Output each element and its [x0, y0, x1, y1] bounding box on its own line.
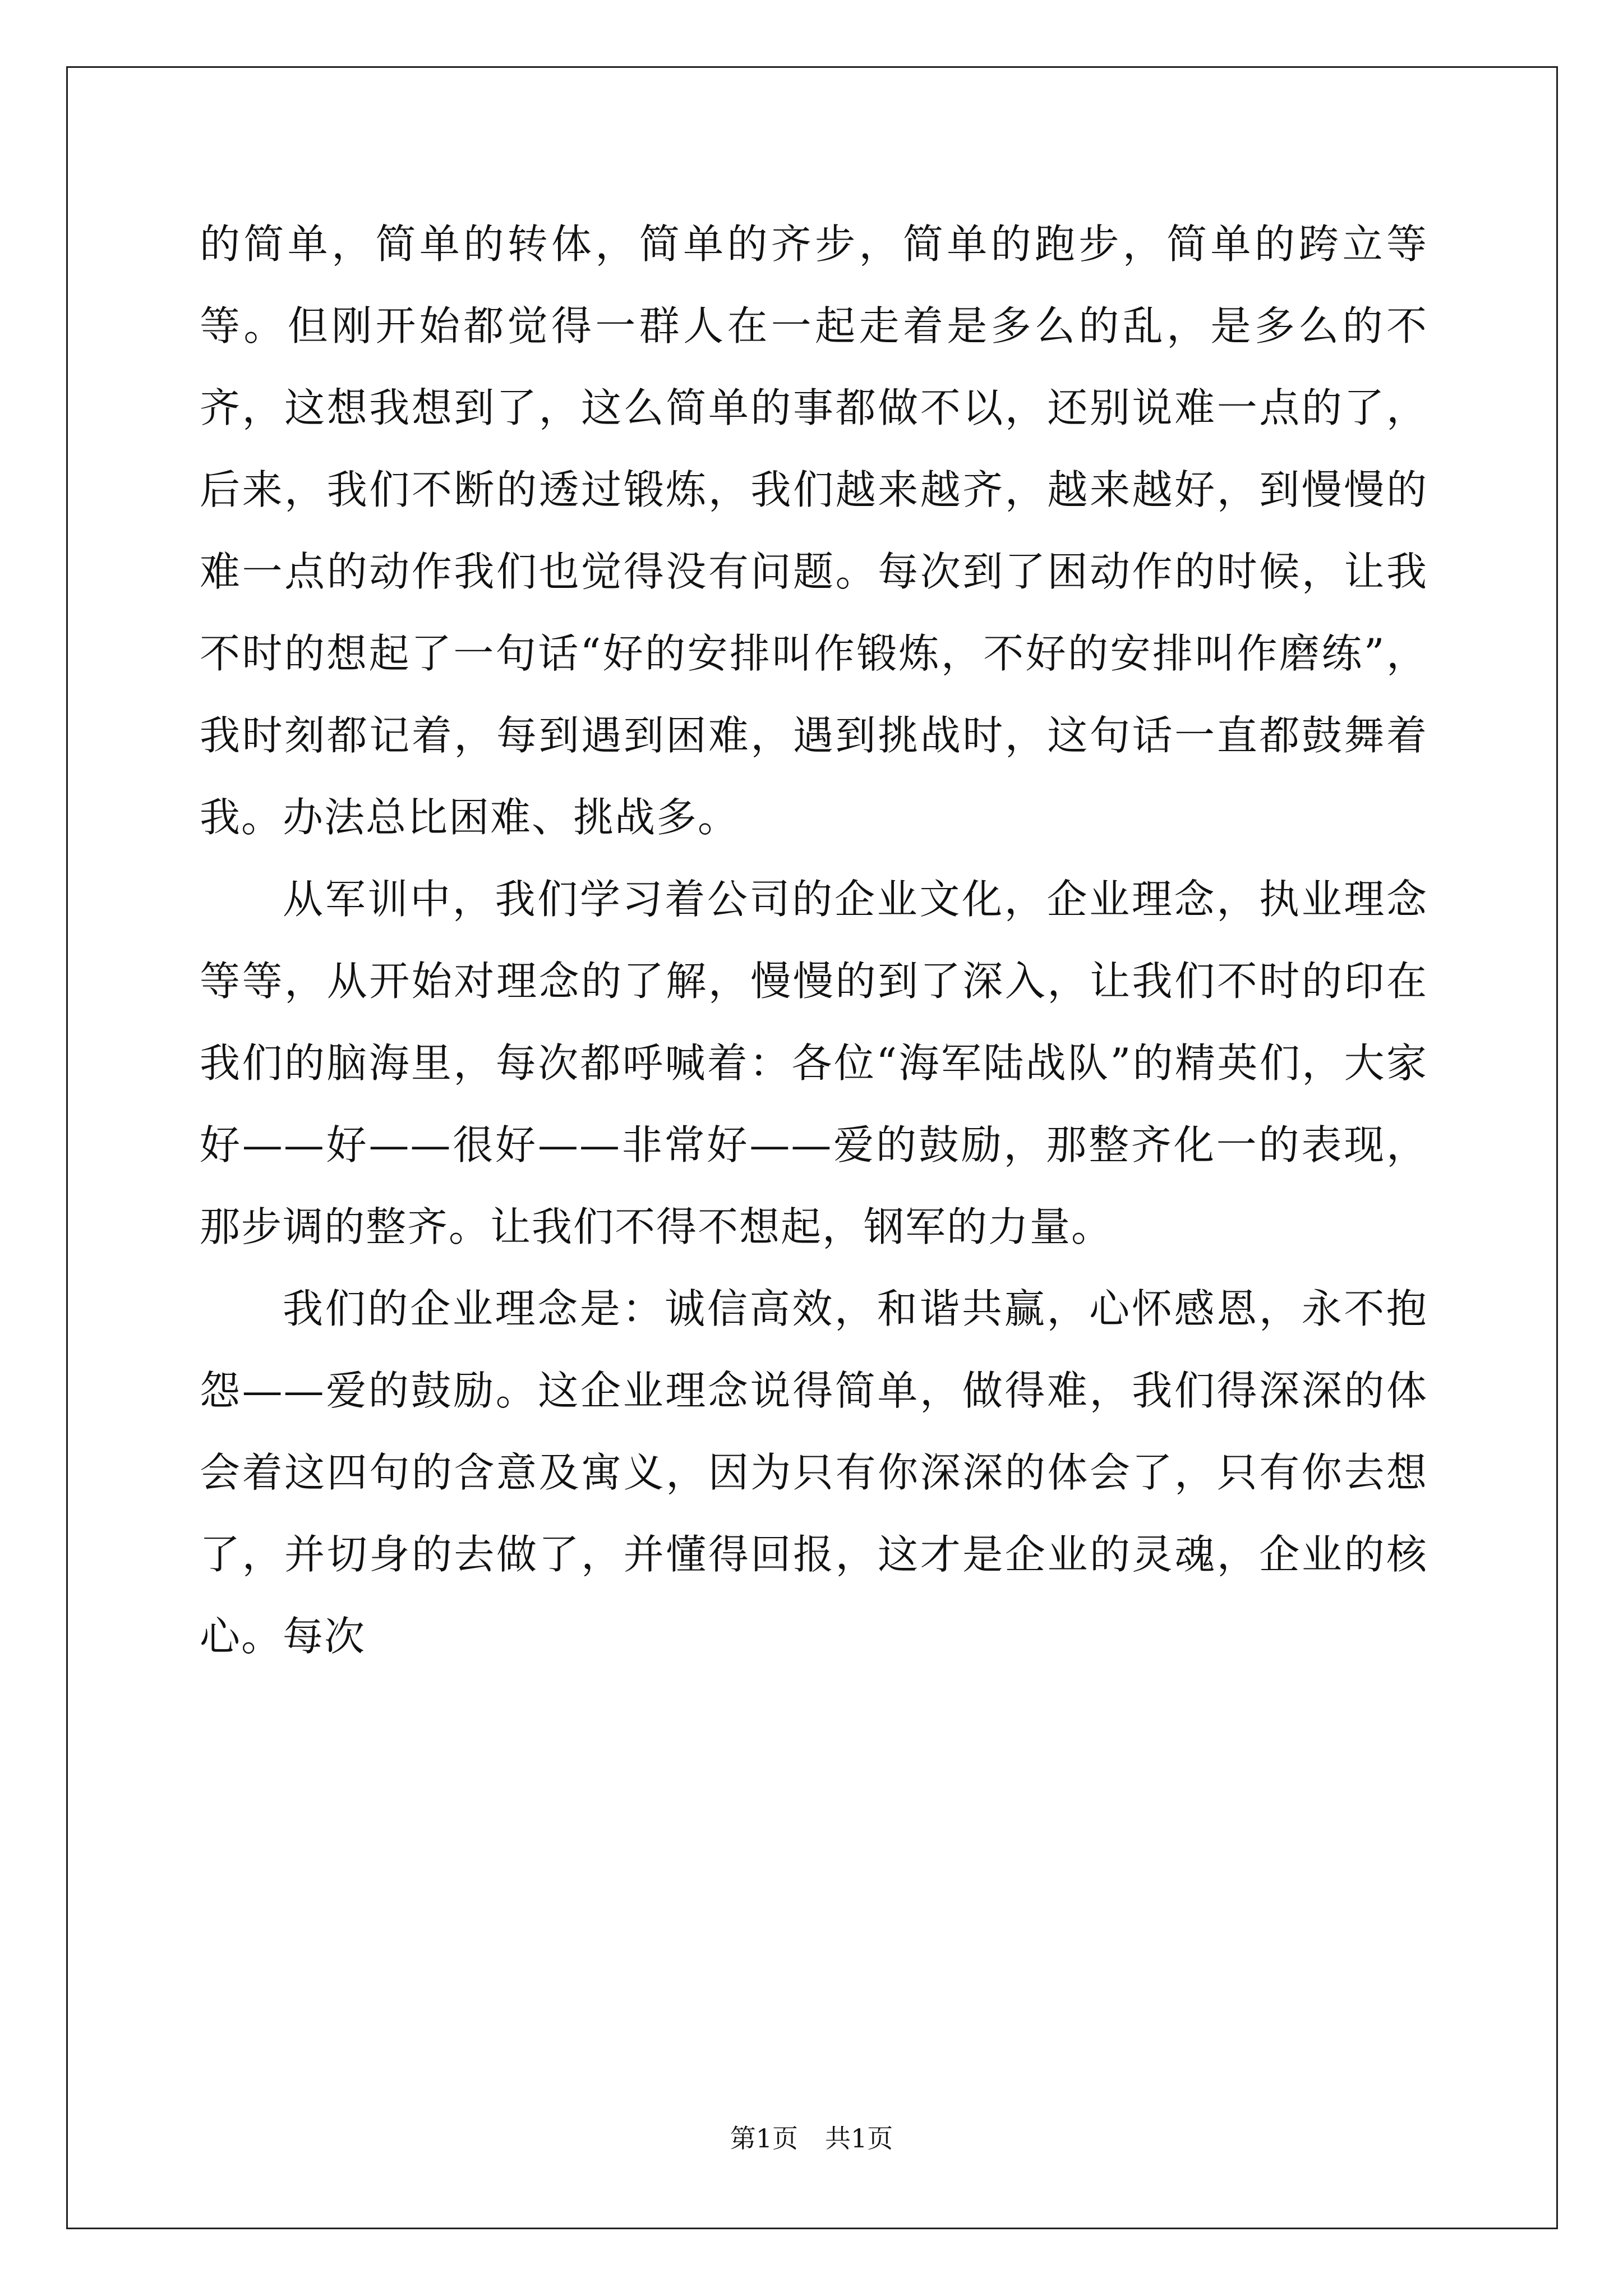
paragraph-2: 从军训中，我们学习着公司的企业文化，企业理念，执业理念等等，从开始对理念的了解，慢慢的到了深入，让我们不时的印在我们的脑海里，每次都呼喊着：各位“海军陆战队”的精英们，大家好——好——很好——非常好——爱的鼓励，那整齐化一的表现，那步调的整齐。让我们不得不想起，钢军的力量。 — [200, 876, 1428, 1250]
page-number-total: 共1页 — [825, 2123, 893, 2154]
document-body — [200, 203, 1428, 1677]
paragraph-1: 的简单，简单的转体，简单的齐步，简单的跑步，简单的跨立等等。但刚开始都觉得一群人在一起走着是多么的乱，是多么的不齐，这想我想到了，这么简单的事都做不以，还别说难一点的了，后来，我们不断的透过锻炼，我们越来越齐，越来越好，到慢慢的难一点的动作我们也觉得没有问题。每次到了困动作的时候，让我不时的想起了一句话“好的安排叫作锻炼，不好的安排叫作磨练”，我时刻都记着，每到遇到困难，遇到挑战时，这句话一直都鼓舞着我。办法总比困难、挑战多。 — [200, 220, 1428, 841]
page-number-current: 第1页 — [730, 2123, 798, 2154]
page-footer — [0, 2122, 1623, 2155]
paragraph-3: 我们的企业理念是：诚信高效，和谐共赢，心怀感恩，永不抱怨——爱的鼓励。这企业理念说得简单，做得难，我们得深深的体会着这四句的含意及寓义，因为只有你深深的体会了，只有你去想了，并切身的去做了，并懂得回报，这才是企业的灵魂，企业的核心。每次 — [200, 1285, 1428, 1660]
